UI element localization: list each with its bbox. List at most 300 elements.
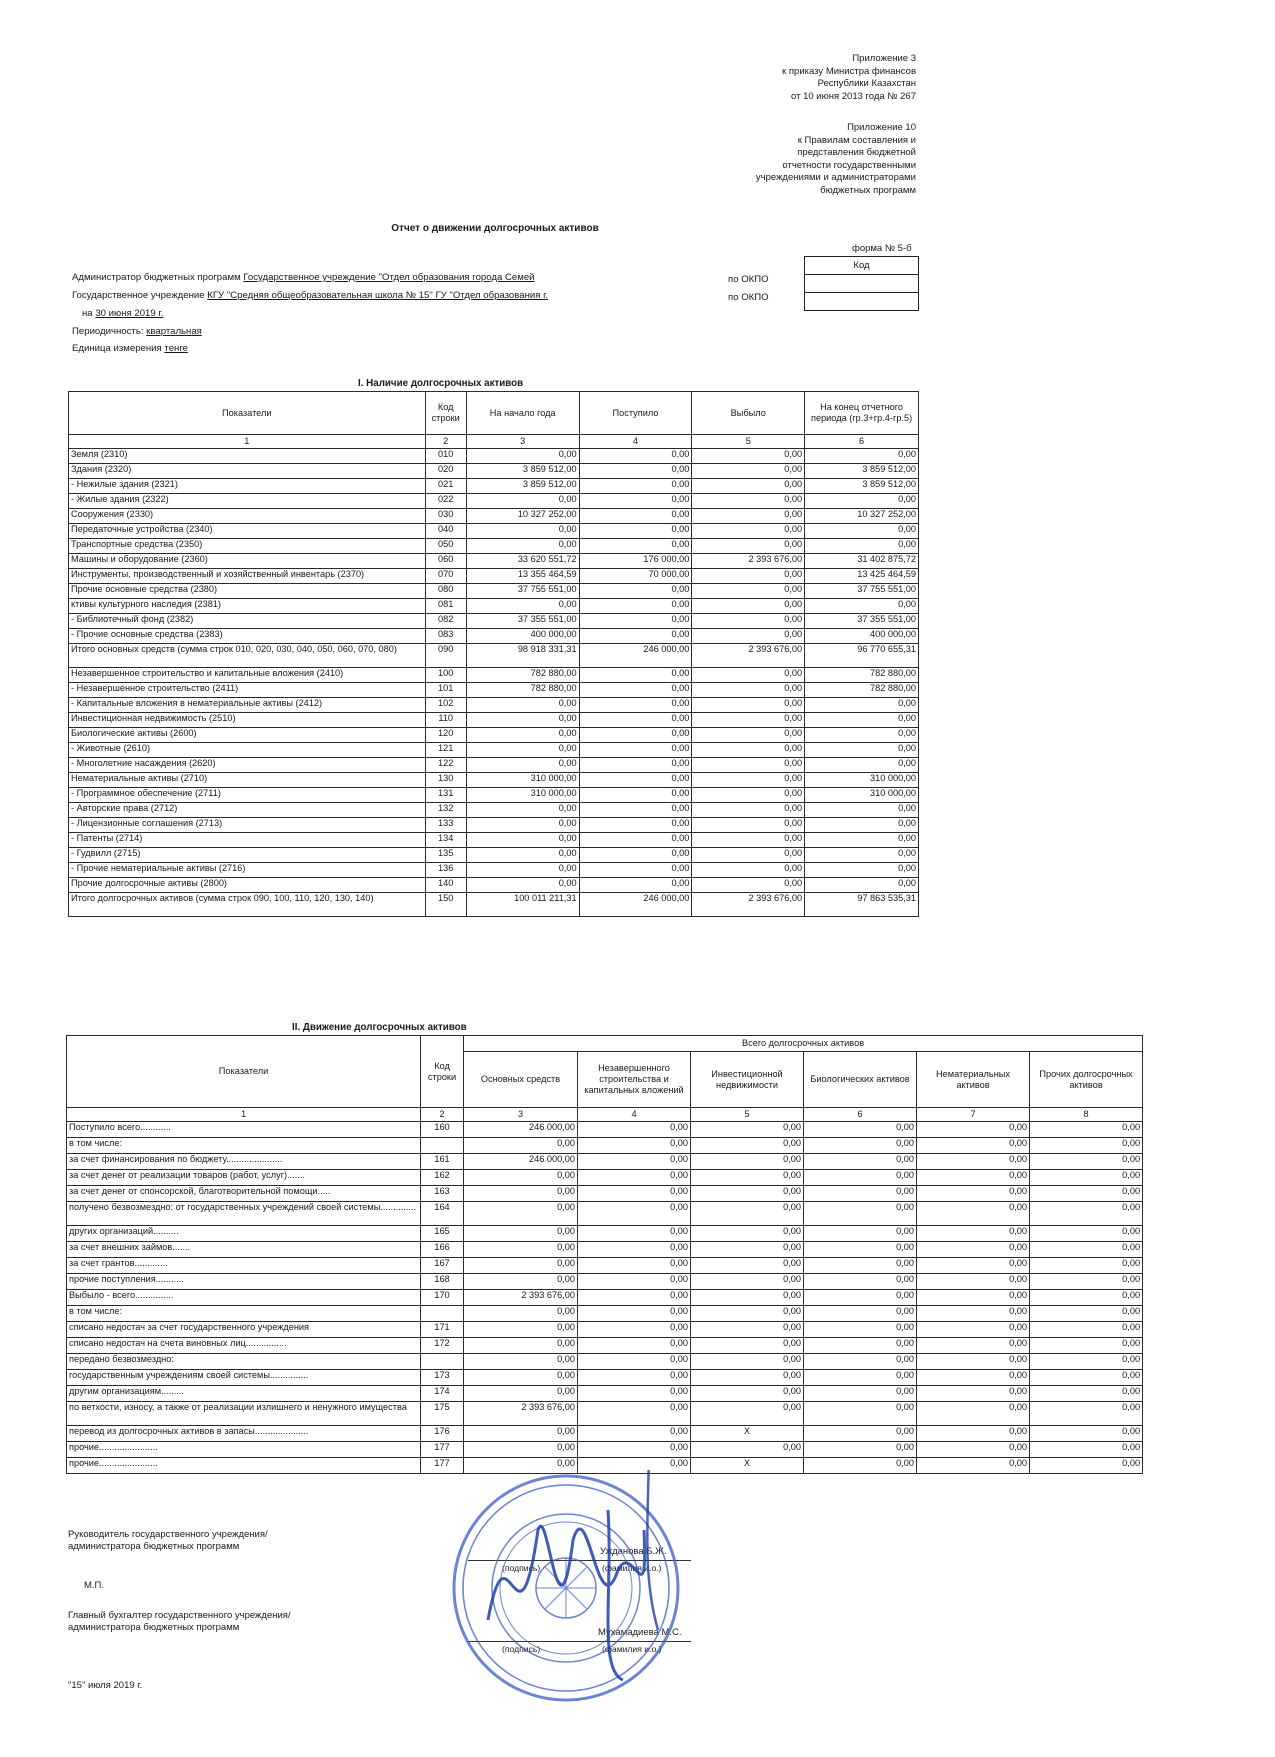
row-value: 0,00 [917,1426,1030,1442]
row-label: прочие....................... [67,1442,421,1458]
row-value: 0,00 [464,1354,578,1370]
row-code: 122 [425,758,466,773]
row-value: 0,00 [691,1138,804,1154]
row-code: 132 [425,803,466,818]
row-value: 0,00 [692,479,805,494]
row-value: 0,00 [691,1202,804,1226]
section1-title: I. Наличие долгосрочных активов [358,378,524,389]
row-value: 0,00 [804,1274,917,1290]
col-header-code: Код строки [421,1036,464,1108]
report-title: Отчет о движении долгосрочных активов [391,223,599,234]
row-value: 0,00 [917,1138,1030,1154]
row-value: 0,00 [692,614,805,629]
row-value: 0,00 [805,818,919,833]
row-value: 0,00 [692,668,805,683]
assets-row [69,683,919,698]
row-value: 0,00 [692,743,805,758]
movement-row [67,1226,1143,1242]
appendix-line: к приказу Министра финансов [782,65,916,77]
row-value: 0,00 [692,524,805,539]
row-value: 0,00 [466,818,579,833]
row-value: 0,00 [464,1338,578,1354]
movement-row [67,1354,1143,1370]
row-value: 0,00 [1030,1138,1143,1154]
column-number: 5 [692,435,805,449]
row-code: 121 [425,743,466,758]
column-number: 3 [466,435,579,449]
row-value: 0,00 [692,788,805,803]
row-value: 0,00 [691,1154,804,1170]
col-header-total-assets: Всего долгосрочных активов [464,1036,1143,1052]
row-value: 0,00 [917,1306,1030,1322]
row-value: 0,00 [578,1306,691,1322]
row-value: 0,00 [917,1338,1030,1354]
column-number: 2 [421,1108,464,1122]
row-value: 0,00 [804,1426,917,1442]
unit-line [72,343,188,354]
row-value: 0,00 [1030,1306,1143,1322]
form-number: форма № 5-б [852,243,912,254]
row-value: 0,00 [917,1442,1030,1458]
row-value: 3 859 512,00 [466,479,579,494]
row-value: 0,00 [579,833,692,848]
assets-row [69,494,919,509]
col-header-disposed: Выбыло [692,392,805,435]
row-value: 400 000,00 [805,629,919,644]
row-value: 0,00 [578,1354,691,1370]
row-value: 0,00 [464,1442,578,1458]
row-value: 782 880,00 [805,668,919,683]
column-number: 4 [578,1108,691,1122]
row-label: в том числе: [67,1138,421,1154]
row-value: 0,00 [692,803,805,818]
row-value: 0,00 [804,1402,917,1426]
row-value: 0,00 [691,1402,804,1426]
row-value: 0,00 [691,1186,804,1202]
row-value: 0,00 [692,773,805,788]
row-value: 0,00 [1030,1426,1143,1442]
row-label: - Многолетние насаждения (2620) [69,758,426,773]
row-value: 0,00 [917,1458,1030,1474]
row-value: 0,00 [578,1138,691,1154]
report-date-line [82,308,163,319]
row-code: 136 [425,863,466,878]
row-value: 0,00 [917,1226,1030,1242]
column-number: 2 [425,435,466,449]
row-code: 050 [425,539,466,554]
row-value: 2 393 676,00 [464,1402,578,1426]
row-code: 164 [421,1202,464,1226]
col-header-start: На начало года [466,392,579,435]
assets-row [69,803,919,818]
row-value: 0,00 [578,1170,691,1186]
row-value: 0,00 [464,1458,578,1474]
row-label: Итого основных средств (сумма строк 010, 020, 030, 040, 050, 060, 070, 080) [69,644,426,668]
row-label: - Патенты (2714) [69,833,426,848]
row-value: 0,00 [1030,1258,1143,1274]
row-value: 0,00 [691,1306,804,1322]
row-value: 0,00 [579,539,692,554]
accountant-name-caption: (фамилия и.о.) [602,1644,662,1654]
assets-row [69,599,919,614]
row-value: 782 880,00 [466,683,579,698]
row-value: 0,00 [466,878,579,893]
row-value: 0,00 [578,1386,691,1402]
row-label: - Авторские права (2712) [69,803,426,818]
row-value: 0,00 [578,1426,691,1442]
appendix-block-2 [600,122,916,198]
row-value: 0,00 [578,1242,691,1258]
row-value: 0,00 [578,1402,691,1426]
row-value: 0,00 [917,1386,1030,1402]
row-code: 163 [421,1186,464,1202]
institution-line [72,290,548,301]
row-value: 0,00 [692,569,805,584]
row-value: 0,00 [691,1338,804,1354]
row-value: 0,00 [464,1258,578,1274]
row-code: 081 [425,599,466,614]
row-code: 083 [425,629,466,644]
row-value: 0,00 [1030,1170,1143,1186]
row-code: 090 [425,644,466,668]
row-value: 0,00 [1030,1338,1143,1354]
row-value: 0,00 [691,1386,804,1402]
row-code: 160 [421,1122,464,1138]
row-value: 31 402 875,72 [805,554,919,569]
row-label: передано безвозмездно: [67,1354,421,1370]
accountant-label-line1: Главный бухгалтер государственного учреждения/ [68,1610,291,1621]
assets-row [69,479,919,494]
assets-row [69,584,919,599]
row-label: по ветхости, износу, а также от реализации излишнего и ненужного имущества [67,1402,421,1426]
row-code: 070 [425,569,466,584]
column-number: 3 [464,1108,578,1122]
row-code: 082 [425,614,466,629]
row-label: - Прочие основные средства (2383) [69,629,426,644]
row-value: 0,00 [805,713,919,728]
appendix-line: представления бюджетной [797,147,916,159]
assets-row [69,569,919,584]
row-value: 0,00 [691,1290,804,1306]
assets-row [69,539,919,554]
column-number: 5 [691,1108,804,1122]
row-label: Прочие долгосрочные активы (2800) [69,878,426,893]
row-value: 0,00 [804,1290,917,1306]
unit-label: Единица измерения [72,343,162,354]
row-code: 040 [425,524,466,539]
row-value: 0,00 [692,713,805,728]
row-value: 0,00 [691,1170,804,1186]
column-number: 1 [69,435,426,449]
row-label: Земля (2310) [69,449,426,464]
row-value: 0,00 [579,698,692,713]
appendix-line: Приложение 3 [852,53,916,64]
row-value: 0,00 [805,449,919,464]
row-label: за счет финансирования по бюджету...................... [67,1154,421,1170]
row-value: 37 355 551,00 [466,614,579,629]
row-value: 0,00 [578,1154,691,1170]
row-value: 0,00 [917,1354,1030,1370]
row-value: 0,00 [579,668,692,683]
row-value: 0,00 [917,1290,1030,1306]
row-value: 0,00 [804,1458,917,1474]
row-value: 70 000,00 [579,569,692,584]
row-value: 0,00 [804,1386,917,1402]
row-value: 13 355 464,59 [466,569,579,584]
movement-row [67,1442,1143,1458]
row-value: 0,00 [578,1338,691,1354]
official-seal-stamp [448,1470,684,1706]
assets-row [69,554,919,569]
row-value: 37 755 551,00 [466,584,579,599]
row-value: 0,00 [1030,1242,1143,1258]
row-label: в том числе: [67,1306,421,1322]
row-value: 0,00 [1030,1402,1143,1426]
row-label: - Жилые здания (2322) [69,494,426,509]
row-value: 0,00 [917,1242,1030,1258]
row-value: 0,00 [578,1202,691,1226]
assets-row [69,848,919,863]
row-value: 0,00 [1030,1202,1143,1226]
row-value: 0,00 [578,1442,691,1458]
seal-emblem-rays [536,1558,596,1618]
row-value: 0,00 [579,449,692,464]
row-value: 0,00 [692,878,805,893]
head-sign-caption: (подпись) [502,1563,541,1573]
accountant-label-line2: администратора бюджетных программ [68,1622,240,1633]
row-value: 0,00 [692,599,805,614]
row-code: 171 [421,1322,464,1338]
row-value: 0,00 [691,1370,804,1386]
assets-row [69,449,919,464]
movement-row [67,1154,1143,1170]
row-value: 0,00 [464,1242,578,1258]
row-value: 0,00 [466,833,579,848]
row-code: 101 [425,683,466,698]
movement-row [67,1202,1143,1226]
row-value: 0,00 [804,1370,917,1386]
row-code: 110 [425,713,466,728]
row-code: 135 [425,848,466,863]
appendix-line: Приложение 10 [847,122,916,133]
row-code: 174 [421,1386,464,1402]
row-code [421,1138,464,1154]
row-value: 246 000,00 [464,1122,578,1138]
row-value: 0,00 [466,863,579,878]
head-label-line2: администратора бюджетных программ [68,1541,240,1552]
row-value: 0,00 [692,833,805,848]
assets-row [69,698,919,713]
row-value: 37 355 551,00 [805,614,919,629]
row-label: государственным учреждениям своей системы............... [67,1370,421,1386]
movement-row [67,1122,1143,1138]
row-value: 0,00 [805,878,919,893]
row-value: 0,00 [579,713,692,728]
column-number: 6 [804,1108,917,1122]
row-value: 0,00 [804,1186,917,1202]
row-code: 166 [421,1242,464,1258]
row-value: 0,00 [692,449,805,464]
assets-row [69,644,919,668]
movement-row [67,1258,1143,1274]
admin-label: Администратор бюджетных программ [72,272,241,283]
row-value: 0,00 [579,584,692,599]
row-value: 0,00 [579,509,692,524]
row-label: Прочие основные средства (2380) [69,584,426,599]
row-value: 0,00 [804,1202,917,1226]
row-label: Поступило всего............ [67,1122,421,1138]
row-value: 0,00 [692,698,805,713]
row-code: 177 [421,1458,464,1474]
row-value: 0,00 [691,1354,804,1370]
appendix-block-1 [600,53,916,103]
row-value: 310 000,00 [466,773,579,788]
col-header-investment: Инвестиционной недвижимости [691,1052,804,1108]
row-value: 0,00 [579,788,692,803]
movement-row [67,1386,1143,1402]
row-value: 0,00 [692,863,805,878]
row-value: 2 393 676,00 [692,644,805,668]
row-value: 0,00 [804,1242,917,1258]
row-label: Здания (2320) [69,464,426,479]
row-value: 0,00 [578,1458,691,1474]
movement-row [67,1306,1143,1322]
row-value: 0,00 [805,539,919,554]
col-header-intangible: Нематериальных активов [917,1052,1030,1108]
row-label: Передаточные устройства (2340) [69,524,426,539]
row-code: 130 [425,773,466,788]
row-value: 0,00 [1030,1186,1143,1202]
row-value: 33 620 551,72 [466,554,579,569]
row-value: 0,00 [466,494,579,509]
admin-line [72,272,535,283]
row-code [421,1354,464,1370]
row-value: 0,00 [692,818,805,833]
institution-label: Государственное учреждение [72,290,205,301]
periodicity-value: квартальная [146,326,202,337]
row-code: 175 [421,1402,464,1426]
row-value: 0,00 [917,1170,1030,1186]
movement-table [66,1035,1143,1474]
row-value: 0,00 [804,1338,917,1354]
row-value: 0,00 [804,1322,917,1338]
row-value: 0,00 [691,1442,804,1458]
row-value: 0,00 [692,509,805,524]
row-value: 0,00 [805,728,919,743]
assets-table [68,391,919,917]
date-prefix: на [82,308,93,319]
institution-value: КГУ "Средняя общеобразовательная школа № 15" ГУ "Отдел образования г. [207,290,549,301]
row-value: 0,00 [1030,1322,1143,1338]
row-value: 0,00 [691,1122,804,1138]
head-name: Ужданова Б.Ж. [600,1546,667,1557]
movement-row [67,1138,1143,1154]
row-value: 0,00 [578,1274,691,1290]
row-label: получено безвозмездно: от государственных учреждений своей системы.............. [67,1202,421,1226]
row-label: прочие поступления........... [67,1274,421,1290]
okpo-label-1: по ОКПО [728,274,769,285]
row-value: 0,00 [805,524,919,539]
assets-row [69,524,919,539]
row-value: 0,00 [466,599,579,614]
row-value: 0,00 [804,1154,917,1170]
row-label: других организаций.......... [67,1226,421,1242]
row-value: 176 000,00 [579,554,692,569]
row-value: 97 863 535,31 [805,893,919,917]
row-value: 0,00 [466,524,579,539]
row-value: 0,00 [804,1306,917,1322]
row-value: 0,00 [1030,1290,1143,1306]
assets-row [69,758,919,773]
row-value: 0,00 [804,1258,917,1274]
row-value: 0,00 [579,758,692,773]
row-label: - Незавершенное строительство (2411) [69,683,426,698]
row-value: 0,00 [579,479,692,494]
code-box [804,256,919,311]
row-code: 170 [421,1290,464,1306]
row-value: 0,00 [805,803,919,818]
row-code: 167 [421,1258,464,1274]
signature-date: "15" июля 2019 г. [68,1680,143,1691]
row-value: 0,00 [917,1202,1030,1226]
movement-row [67,1186,1143,1202]
row-value: 0,00 [579,848,692,863]
row-value: 0,00 [692,464,805,479]
column-number: 6 [805,435,919,449]
appendix-line: отчетности государственными [782,159,916,171]
row-code: 131 [425,788,466,803]
row-code: 133 [425,818,466,833]
col-header-indicators: Показатели [67,1036,421,1108]
assets-row [69,818,919,833]
row-value: 0,00 [805,848,919,863]
row-value: 0,00 [466,803,579,818]
row-label: - Животные (2610) [69,743,426,758]
row-value: 10 327 252,00 [466,509,579,524]
row-value: 0,00 [579,728,692,743]
row-code: 020 [425,464,466,479]
row-value: 0,00 [464,1202,578,1226]
row-value: Х [691,1426,804,1442]
col-header-end: На конец отчетного периода (гр.3+гр.4-гр.5) [805,392,919,435]
row-value: 0,00 [691,1322,804,1338]
row-value: 10 327 252,00 [805,509,919,524]
row-value: 0,00 [691,1226,804,1242]
row-value: 0,00 [579,524,692,539]
row-value: 0,00 [579,773,692,788]
accountant-sign-caption: (подпись) [502,1644,541,1654]
col-header-construction: Незавершенного строительства и капитальных вложений [578,1052,691,1108]
column-number: 1 [67,1108,421,1122]
row-value: 0,00 [464,1386,578,1402]
periodicity-line [72,326,202,337]
row-value: 0,00 [917,1322,1030,1338]
row-value: 3 859 512,00 [805,479,919,494]
row-value: 0,00 [578,1370,691,1386]
row-value: 0,00 [1030,1226,1143,1242]
row-value: 0,00 [464,1170,578,1186]
row-value: 0,00 [579,464,692,479]
assets-row [69,464,919,479]
row-value: 0,00 [579,863,692,878]
row-code: 134 [425,833,466,848]
row-value: 0,00 [1030,1386,1143,1402]
row-value: 246 000,00 [579,644,692,668]
row-value: 37 755 551,00 [805,584,919,599]
row-value: 310 000,00 [805,788,919,803]
row-value: 0,00 [805,494,919,509]
row-value: 0,00 [464,1322,578,1338]
